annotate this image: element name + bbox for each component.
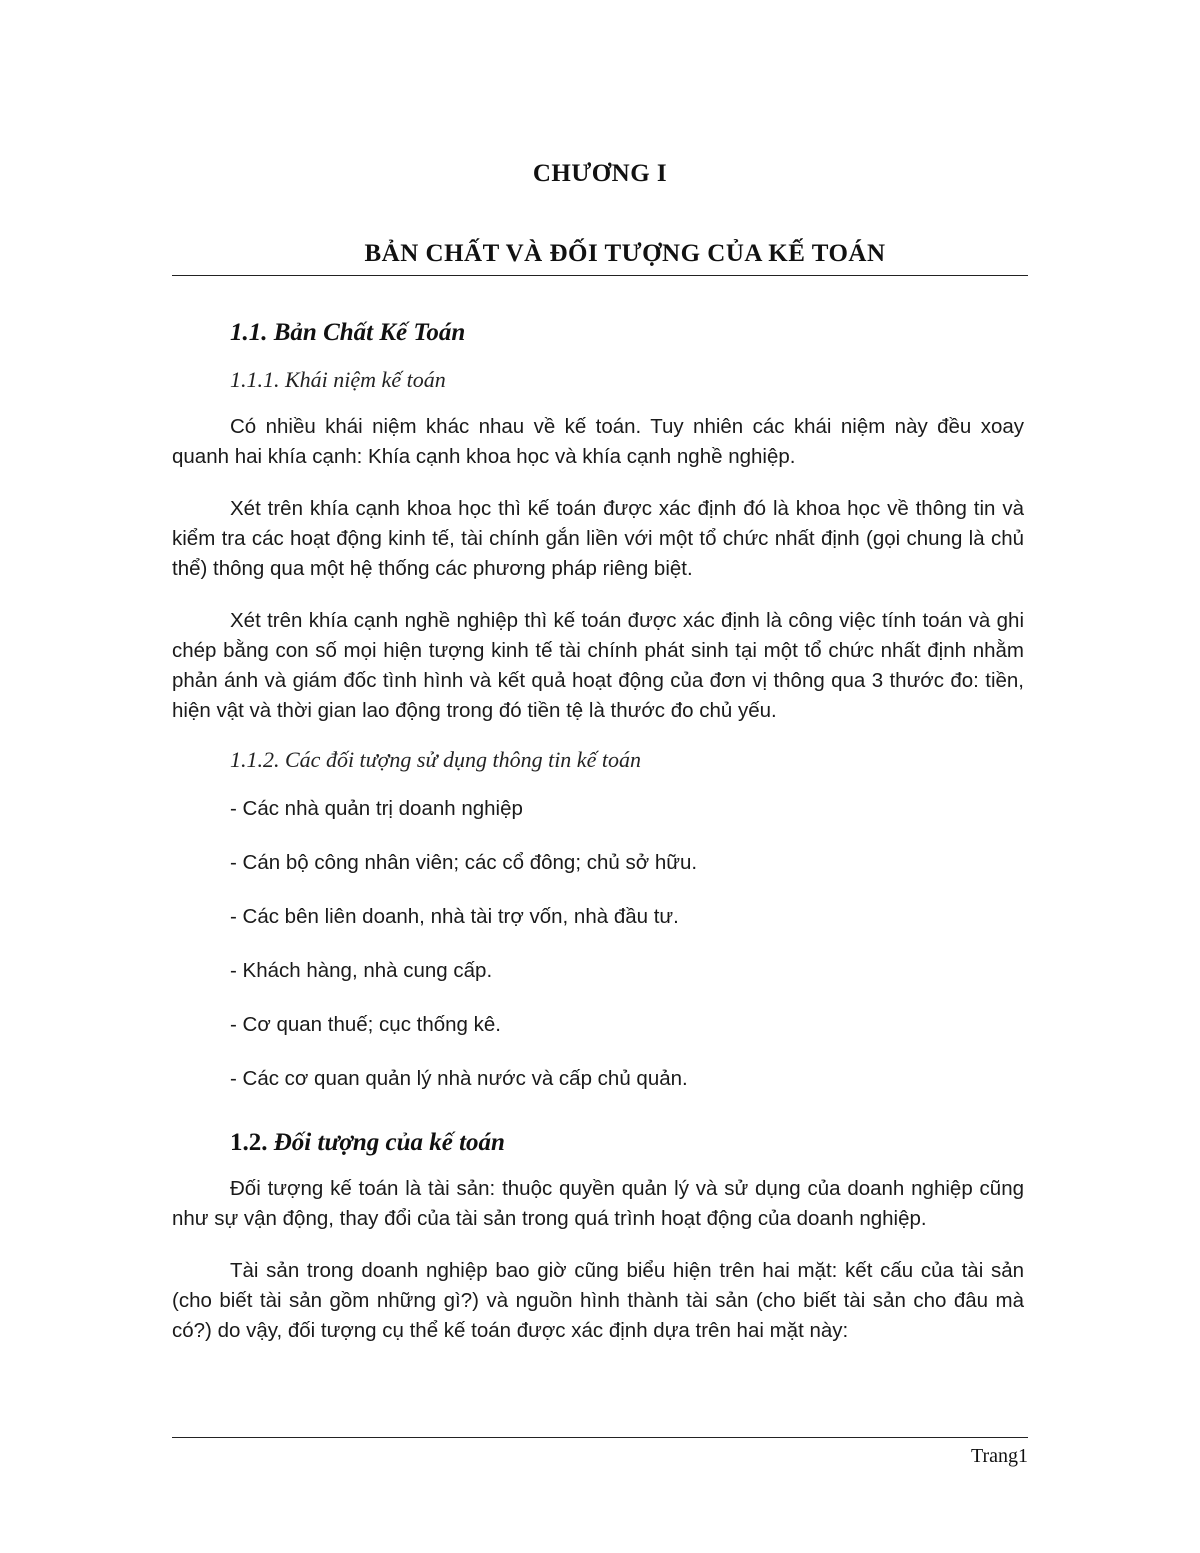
list-item: - Các cơ quan quản lý nhà nước và cấp chủ quản.	[230, 1067, 688, 1090]
paragraph: Tài sản trong doanh nghiệp bao giờ cũng biểu hiện trên hai mặt: kết cấu của tài sản (cho biết tài sản gồm những gì?) và nguồn hình thành tài sản (cho biết tài sản cho đâu mà có?) do vậy, đối tượng cụ thể kế toán được xác định dựa trên hai mặt này:	[172, 1259, 1024, 1342]
page-content	[172, 310, 1024, 1346]
section-1-heading: 1.1. Bản Chất Kế Toán	[230, 319, 466, 346]
section-2-number: 1.2.	[230, 1129, 268, 1156]
paragraph: Xét trên khía cạnh nghề nghiệp thì kế toán được xác định là công việc tính toán và ghi chép bằng con số mọi hiện tượng kinh tế tài chính phát sinh tại một tổ chức nhất định nhằm phản ánh và giám đốc tình hình và kết quả hoạt động của đơn vị thông qua 3 thước đo: tiền, hiện vật và thời gian lao động trong đó tiền tệ là thước đo chủ yếu.	[172, 609, 1024, 722]
chapter-label: CHƯƠNG I	[532, 160, 668, 187]
footer-rule	[172, 1437, 1028, 1438]
list-item: - Cơ quan thuế; cục thống kê.	[230, 1013, 501, 1036]
list-item: - Khách hàng, nhà cung cấp.	[230, 959, 493, 982]
list-item: - Các bên liên doanh, nhà tài trợ vốn, nhà đầu tư.	[230, 905, 679, 928]
paragraph: Xét trên khía cạnh khoa học thì kế toán được xác định đó là khoa học về thông tin và kiểm tra các hoạt động kinh tế, tài chính gắn liền với một tổ chức nhất định (gọi chung là chủ thể) thông qua một hệ thống các phương pháp riêng biệt.	[172, 497, 1024, 580]
subsection-1-1-1-heading: 1.1.1. Khái niệm kế toán	[230, 367, 446, 392]
section-2-heading	[230, 1120, 1024, 1166]
subsection-1-1-2-heading: 1.1.2. Các đối tượng sử dụng thông tin kế toán	[230, 747, 641, 772]
list-item: - Cán bộ công nhân viên; các cổ đông; chủ sở hữu.	[230, 851, 698, 874]
header-rule	[172, 275, 1028, 276]
paragraph: Có nhiều khái niệm khác nhau về kế toán. Tuy nhiên các khái niệm này đều xoay quanh hai khía cạnh: Khía cạnh khoa học và khía cạnh nghề nghiệp.	[172, 415, 1024, 468]
page-number: Trang1	[970, 1445, 1028, 1467]
paragraph: Đối tượng kế toán là tài sản: thuộc quyền quản lý và sử dụng của doanh nghiệp cũng như sự vận động, thay đổi của tài sản trong quá trình hoạt động của doanh nghiệp.	[172, 1177, 1024, 1230]
section-2-title: Đối tượng của kế toán	[273, 1129, 505, 1156]
chapter-title: BẢN CHẤT VÀ ĐỐI TƯỢNG CỦA KẾ TOÁN	[364, 240, 886, 267]
list-item: - Các nhà quản trị doanh nghiệp	[230, 797, 523, 820]
